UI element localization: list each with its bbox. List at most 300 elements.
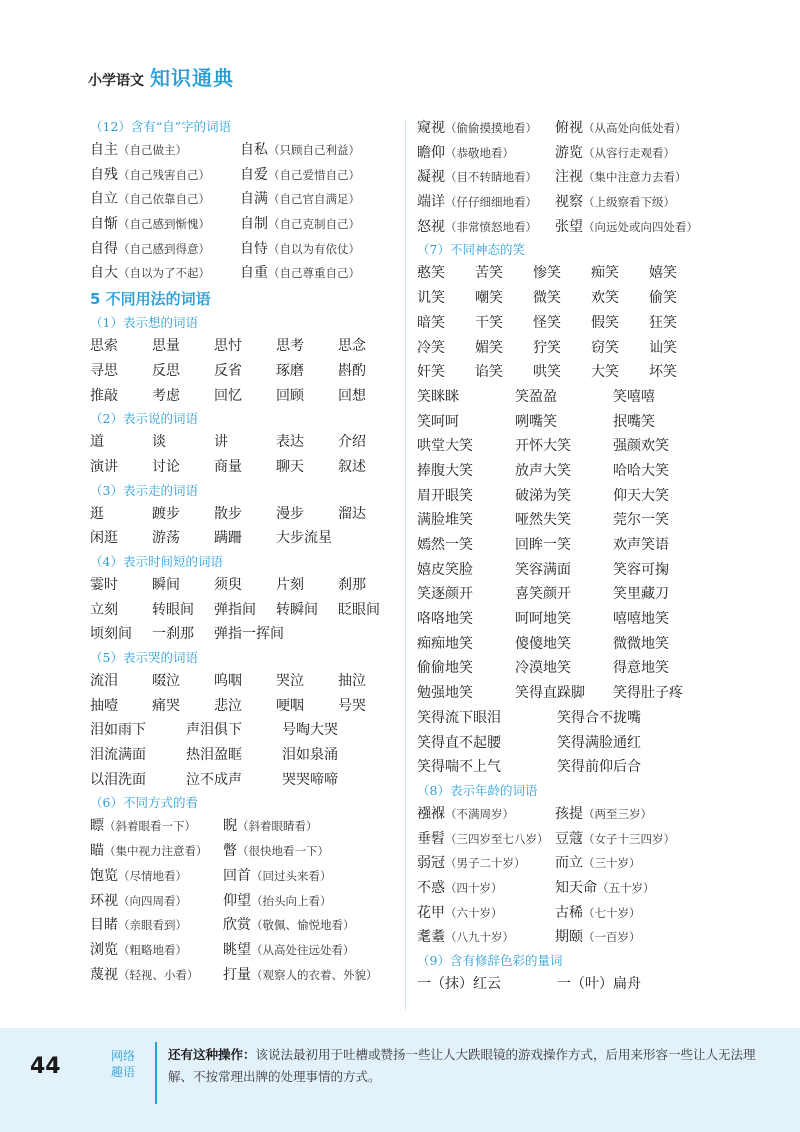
footer-label-line2: 趣语 bbox=[110, 1065, 135, 1079]
word-row bbox=[417, 286, 717, 311]
word: 坏笑 bbox=[649, 364, 677, 381]
definition-row bbox=[90, 212, 395, 237]
word: 聊天 bbox=[276, 458, 304, 475]
definition: （七十岁） bbox=[583, 905, 641, 920]
word: 谄笑 bbox=[475, 364, 503, 381]
term: 目睹 bbox=[90, 917, 118, 934]
definition: （不满周岁） bbox=[445, 806, 514, 821]
word: 刹那 bbox=[338, 576, 366, 593]
word: 商量 bbox=[214, 458, 242, 475]
definition: （自己官自满足） bbox=[268, 192, 360, 207]
term: 自爱 bbox=[240, 166, 268, 183]
word-row bbox=[90, 384, 395, 409]
word: 泣不成声 bbox=[186, 771, 242, 788]
word: 流泪 bbox=[90, 673, 118, 689]
word-row bbox=[417, 755, 717, 780]
definition-row bbox=[90, 864, 395, 889]
term-with-definition bbox=[555, 116, 693, 141]
definition: （亲眼看到） bbox=[118, 918, 187, 933]
term-with-definition bbox=[555, 827, 693, 852]
word: 考虑 bbox=[152, 387, 180, 404]
word: 媚笑 bbox=[475, 339, 503, 356]
word-row bbox=[417, 261, 717, 286]
definition: （斜着眼睛看） bbox=[237, 819, 318, 834]
definition-row bbox=[90, 889, 395, 914]
page-number: 44 bbox=[30, 1054, 61, 1079]
term-with-definition bbox=[223, 839, 356, 864]
word: 反省 bbox=[214, 362, 242, 379]
footer-bar bbox=[0, 1028, 800, 1132]
term: 凝视 bbox=[417, 169, 445, 186]
term-with-definition bbox=[417, 215, 555, 240]
word: 游荡 bbox=[152, 530, 180, 547]
term: 自残 bbox=[90, 166, 118, 183]
word: 弹指一挥间 bbox=[214, 626, 284, 643]
term: 欣赏 bbox=[223, 917, 251, 934]
word: 哽咽 bbox=[276, 697, 304, 714]
definition: （自己做主） bbox=[118, 143, 187, 157]
word: 破涕为笑 bbox=[515, 487, 571, 504]
definition-row bbox=[417, 901, 717, 926]
word: 闲逛 bbox=[90, 530, 118, 547]
term: 襁褓 bbox=[417, 805, 445, 822]
term: 豆蔻 bbox=[555, 830, 583, 847]
term: 自得 bbox=[90, 240, 118, 257]
word: 笑得满脸通红 bbox=[557, 734, 641, 751]
word: 偷偷地笑 bbox=[417, 660, 473, 677]
term-with-definition bbox=[90, 938, 223, 963]
word: 欢声笑语 bbox=[613, 537, 669, 553]
term: 端详 bbox=[417, 194, 445, 211]
term-with-definition bbox=[90, 138, 240, 163]
term-with-definition bbox=[90, 963, 223, 988]
word: 寻思 bbox=[90, 362, 118, 379]
term: 不惑 bbox=[417, 879, 445, 896]
word: 干笑 bbox=[475, 314, 503, 331]
definition: （四十岁） bbox=[445, 880, 503, 895]
definition: （仔仔细细地看） bbox=[445, 195, 537, 210]
word: 号哭 bbox=[338, 697, 366, 714]
definition: （一百岁） bbox=[583, 930, 641, 945]
definition-row bbox=[90, 963, 395, 988]
term: 打量 bbox=[223, 966, 251, 983]
definition: （自以为了不起） bbox=[118, 266, 210, 281]
term: 而立 bbox=[555, 855, 583, 872]
definition: （轻视、小看） bbox=[118, 967, 199, 982]
word-row bbox=[417, 484, 717, 509]
word: 嬉笑 bbox=[649, 265, 677, 282]
word: 顷刻间 bbox=[90, 626, 132, 643]
word: 回眸一笑 bbox=[515, 537, 571, 553]
definition: （男子二十岁） bbox=[445, 856, 526, 871]
term: 自制 bbox=[240, 216, 268, 233]
term-with-definition bbox=[223, 913, 356, 938]
definition-row bbox=[90, 814, 395, 839]
term: 环视 bbox=[90, 892, 118, 909]
word: 痛哭 bbox=[152, 697, 180, 714]
category-heading-4: （4）表示时间短的词语 bbox=[90, 553, 223, 569]
definition-row bbox=[417, 165, 717, 190]
word: 热泪盈眶 bbox=[186, 747, 242, 764]
word-row bbox=[417, 508, 717, 533]
definition-row bbox=[90, 839, 395, 864]
word-row bbox=[417, 731, 717, 756]
word: 笑得直跺脚 bbox=[515, 685, 585, 702]
definition-row bbox=[90, 187, 395, 212]
word: 大步流星 bbox=[276, 530, 332, 547]
definition: （自己爱惜自己） bbox=[268, 167, 360, 182]
word-row bbox=[90, 526, 395, 551]
word: 眨眼间 bbox=[338, 601, 380, 618]
word-row bbox=[90, 622, 395, 647]
word: 放声大笑 bbox=[515, 462, 571, 479]
word-row bbox=[90, 430, 395, 455]
word: 哭泣 bbox=[276, 673, 304, 689]
definition: （自以为有依仗） bbox=[268, 241, 360, 256]
term-with-definition bbox=[223, 889, 356, 914]
word: 号啕大哭 bbox=[282, 722, 338, 739]
word-row bbox=[417, 582, 717, 607]
definition-row bbox=[90, 261, 395, 286]
word: 以泪洗面 bbox=[90, 771, 146, 788]
word: 哑然失笑 bbox=[515, 512, 571, 529]
definition: （自己尊重自己） bbox=[268, 266, 360, 281]
definition: （女子十三四岁） bbox=[583, 831, 675, 846]
definition: （从容行走观看） bbox=[583, 145, 675, 160]
word: 琢磨 bbox=[276, 362, 304, 379]
word: 暗笑 bbox=[417, 314, 445, 331]
term: 垂髫 bbox=[417, 830, 445, 847]
word: 悲泣 bbox=[214, 697, 242, 714]
word: 痴痴地笑 bbox=[417, 635, 473, 652]
word: 狂笑 bbox=[649, 314, 677, 331]
definition: （从高处向低处看） bbox=[583, 121, 687, 135]
definition-row bbox=[417, 851, 717, 876]
definition: （从高处往远处看） bbox=[251, 942, 355, 957]
book-title: 知识通典 bbox=[150, 66, 234, 90]
term-with-definition bbox=[240, 237, 390, 262]
term: 孩提 bbox=[555, 805, 583, 822]
term-with-definition bbox=[90, 814, 223, 839]
word: 回想 bbox=[338, 387, 366, 404]
word-row bbox=[90, 694, 395, 719]
word: 笑得肚子疼 bbox=[613, 685, 683, 702]
word: 反思 bbox=[152, 362, 180, 379]
word: 泪如泉涌 bbox=[282, 747, 338, 764]
word: 哈哈大笑 bbox=[613, 462, 669, 479]
term-with-definition bbox=[555, 851, 693, 876]
word-row bbox=[417, 385, 717, 410]
word: 思考 bbox=[276, 338, 304, 355]
word: 演讲 bbox=[90, 458, 118, 475]
word-row bbox=[417, 336, 717, 361]
word: 笑容可掬 bbox=[613, 561, 669, 578]
word-row bbox=[417, 533, 717, 558]
term: 自主 bbox=[90, 142, 118, 158]
word: 憨笑 bbox=[417, 265, 445, 282]
word-row bbox=[90, 455, 395, 480]
word: 霎时 bbox=[90, 576, 118, 593]
term: 古稀 bbox=[555, 904, 583, 921]
word-row bbox=[90, 334, 395, 359]
term: 蔑视 bbox=[90, 966, 118, 983]
word: 转眼间 bbox=[152, 601, 194, 618]
term: 瞥 bbox=[223, 843, 237, 860]
word: 推敲 bbox=[90, 387, 118, 404]
word-row bbox=[90, 743, 395, 768]
term: 自私 bbox=[240, 142, 268, 158]
word: 窃笑 bbox=[591, 339, 619, 356]
word-row bbox=[90, 573, 395, 598]
term-with-definition bbox=[555, 925, 693, 950]
definition-row bbox=[417, 190, 717, 215]
term: 自恃 bbox=[240, 240, 268, 257]
word: 冷漠地笑 bbox=[515, 660, 571, 677]
term: 瞄 bbox=[90, 843, 104, 860]
definition-row bbox=[417, 215, 717, 240]
definition: （尽情地看） bbox=[118, 868, 187, 883]
word: 抽泣 bbox=[338, 673, 366, 689]
term-with-definition bbox=[417, 165, 555, 190]
word: 欢笑 bbox=[591, 290, 619, 307]
word-row bbox=[417, 706, 717, 731]
word: 苦笑 bbox=[475, 265, 503, 282]
word: 咯咯地笑 bbox=[417, 611, 473, 628]
word: 瞬间 bbox=[152, 576, 180, 593]
word: 大笑 bbox=[591, 364, 619, 381]
definition-row bbox=[417, 827, 717, 852]
word: 一（叶）扁舟 bbox=[557, 976, 641, 992]
word-row bbox=[417, 681, 717, 706]
term-with-definition bbox=[417, 851, 555, 876]
word-row bbox=[90, 768, 395, 793]
word: 怪笑 bbox=[533, 314, 561, 331]
term-with-definition bbox=[240, 163, 390, 188]
term-with-definition bbox=[90, 839, 223, 864]
category-heading-9: （9）含有修辞色彩的量词 bbox=[417, 953, 563, 968]
definition: （五十岁） bbox=[597, 880, 655, 895]
term-with-definition bbox=[417, 190, 555, 215]
word: 喜笑颜开 bbox=[515, 586, 571, 603]
term: 自惭 bbox=[90, 216, 118, 233]
definition-row bbox=[90, 163, 395, 188]
word: 谈 bbox=[152, 434, 166, 451]
word: 仰天大笑 bbox=[613, 487, 669, 504]
page-header bbox=[88, 62, 234, 92]
word-row bbox=[417, 410, 717, 435]
word: 嬉皮笑脸 bbox=[417, 561, 473, 578]
term: 瞻仰 bbox=[417, 144, 445, 161]
term: 期颐 bbox=[555, 929, 583, 946]
word: 思忖 bbox=[214, 338, 242, 355]
word: 痴笑 bbox=[591, 265, 619, 282]
term: 浏览 bbox=[90, 941, 118, 958]
definition: （两至三岁） bbox=[583, 806, 652, 821]
category-heading-3: （3）表示走的词语 bbox=[90, 482, 198, 498]
term: 眺望 bbox=[223, 941, 251, 958]
word: 笑得前仰后合 bbox=[557, 759, 641, 776]
definition: （自己残害自己） bbox=[118, 167, 210, 182]
category-heading-12: （12）含有“自”字的词语 bbox=[90, 119, 232, 134]
word: 笑里藏刀 bbox=[613, 586, 669, 603]
footer-label-line1: 网络 bbox=[110, 1049, 135, 1063]
word: 哭哭啼啼 bbox=[282, 771, 338, 788]
word-row bbox=[417, 607, 717, 632]
word-row bbox=[90, 502, 395, 527]
term-with-definition bbox=[417, 901, 555, 926]
word: 嘲笑 bbox=[475, 290, 503, 307]
term: 知天命 bbox=[555, 879, 597, 896]
term: 俯视 bbox=[555, 120, 583, 136]
definition: （斜着眼看一下） bbox=[104, 819, 196, 834]
definition: （集中视力注意看） bbox=[104, 844, 208, 859]
definition: （抬头向上看） bbox=[251, 893, 332, 908]
word: 微笑 bbox=[533, 290, 561, 307]
word: 散步 bbox=[214, 505, 242, 522]
term-with-definition bbox=[90, 261, 240, 286]
word: 呜咽 bbox=[214, 673, 242, 689]
word-row bbox=[90, 598, 395, 623]
term: 饱览 bbox=[90, 867, 118, 884]
word: 笑逐颜开 bbox=[417, 586, 473, 603]
word: 惨笑 bbox=[533, 265, 561, 282]
word: 思索 bbox=[90, 338, 118, 355]
word: 狞笑 bbox=[533, 339, 561, 356]
term: 张望 bbox=[555, 218, 583, 235]
word: 傻傻地笑 bbox=[515, 635, 571, 652]
word: 笑容满面 bbox=[515, 561, 571, 578]
term-with-definition bbox=[223, 938, 356, 963]
word: 嫣然一笑 bbox=[417, 537, 473, 553]
word: 微微地笑 bbox=[613, 635, 669, 652]
word: 勉强地笑 bbox=[417, 685, 473, 702]
category-heading-8: （8）表示年龄的词语 bbox=[417, 782, 538, 798]
term: 窥视 bbox=[417, 120, 445, 136]
word: 踱步 bbox=[152, 505, 180, 522]
word: 眉开眼笑 bbox=[417, 487, 473, 504]
term-with-definition bbox=[240, 261, 390, 286]
term-with-definition bbox=[555, 802, 693, 827]
word: 哄笑 bbox=[533, 364, 561, 381]
definition: （自己克制自己） bbox=[268, 217, 360, 232]
word: 笑眯眯 bbox=[417, 388, 459, 405]
term-with-definition bbox=[90, 913, 223, 938]
definition: （向四周看） bbox=[118, 893, 187, 908]
definition: （非常愤怒地看） bbox=[445, 219, 537, 234]
word: 漫步 bbox=[276, 505, 304, 522]
word: 笑嘻嘻 bbox=[613, 388, 655, 405]
term-with-definition bbox=[417, 802, 555, 827]
word: 嘻嘻地笑 bbox=[613, 611, 669, 628]
term: 游览 bbox=[555, 144, 583, 161]
definition: （自己感到得意） bbox=[118, 241, 210, 256]
word: 讲 bbox=[214, 434, 228, 451]
word-row bbox=[417, 311, 717, 336]
word: 笑呵呵 bbox=[417, 413, 459, 430]
book-series: 小学语文 bbox=[88, 73, 144, 89]
left-column bbox=[90, 116, 395, 987]
word: 弹指间 bbox=[214, 601, 256, 618]
word: 开怀大笑 bbox=[515, 438, 571, 455]
term-with-definition bbox=[223, 814, 356, 839]
definition-row bbox=[90, 237, 395, 262]
word: 强颜欢笑 bbox=[613, 438, 669, 455]
term-with-definition bbox=[90, 163, 240, 188]
word: 转瞬间 bbox=[276, 601, 318, 618]
definition: （观察人的衣着、外貌） bbox=[251, 967, 378, 982]
term-with-definition bbox=[417, 876, 555, 901]
word: 奸笑 bbox=[417, 364, 445, 381]
word: 假笑 bbox=[591, 314, 619, 331]
term: 睨 bbox=[223, 818, 237, 835]
term: 自立 bbox=[90, 191, 118, 208]
term-with-definition bbox=[555, 141, 693, 166]
category-heading-7: （7）不同神态的笑 bbox=[417, 242, 525, 258]
right-column bbox=[417, 116, 717, 997]
word-row bbox=[417, 360, 717, 385]
word: 道 bbox=[90, 434, 104, 451]
category-heading-1: （1）表示想的词语 bbox=[90, 315, 198, 331]
term-with-definition bbox=[240, 138, 390, 163]
footer-label bbox=[104, 1048, 142, 1080]
term: 回首 bbox=[223, 867, 251, 884]
term: 弱冠 bbox=[417, 855, 445, 872]
definition: （敬佩、愉悦地看） bbox=[251, 918, 355, 933]
term: 自大 bbox=[90, 265, 118, 282]
term-with-definition bbox=[240, 187, 390, 212]
word: 笑得流下眼泪 bbox=[417, 709, 501, 726]
definition: （目不转睛地看） bbox=[445, 170, 537, 185]
word: 声泪俱下 bbox=[186, 722, 242, 739]
definition: （恭敬地看） bbox=[445, 145, 514, 160]
word-row bbox=[90, 359, 395, 384]
word: 泪流满面 bbox=[90, 747, 146, 764]
term: 自满 bbox=[240, 191, 268, 208]
word: 咧嘴笑 bbox=[515, 413, 557, 430]
definition-row bbox=[417, 925, 717, 950]
term-with-definition bbox=[223, 963, 378, 988]
term-with-definition bbox=[555, 901, 693, 926]
column-divider bbox=[405, 120, 406, 1010]
word: 笑得直不起腰 bbox=[417, 734, 501, 751]
definition: （自己感到惭愧） bbox=[118, 217, 210, 232]
word: 笑得喘不上气 bbox=[417, 759, 501, 776]
definition: （向远处或向四处看） bbox=[583, 219, 698, 234]
definition: （六十岁） bbox=[445, 905, 503, 920]
word: 捧腹大笑 bbox=[417, 462, 473, 479]
definition: （上级察看下级） bbox=[583, 195, 675, 210]
word: 一（抹）红云 bbox=[417, 976, 501, 992]
word: 啜泣 bbox=[152, 673, 180, 689]
word: 蹒跚 bbox=[214, 530, 242, 547]
definition: （很快地看一下） bbox=[237, 844, 329, 859]
footer-note bbox=[168, 1044, 768, 1088]
word-row bbox=[417, 656, 717, 681]
term-with-definition bbox=[223, 864, 356, 889]
word: 抽噎 bbox=[90, 697, 118, 714]
definition: （回过头来看） bbox=[251, 868, 332, 883]
word-row bbox=[417, 434, 717, 459]
term: 花甲 bbox=[417, 904, 445, 921]
term: 仰望 bbox=[223, 892, 251, 909]
definition: （粗略地看） bbox=[118, 942, 187, 957]
word: 讪笑 bbox=[649, 339, 677, 356]
word: 冷笑 bbox=[417, 339, 445, 356]
term: 注视 bbox=[555, 169, 583, 186]
term-with-definition bbox=[90, 864, 223, 889]
category-heading-2: （2）表示说的词语 bbox=[90, 411, 198, 427]
word: 莞尔一笑 bbox=[613, 512, 669, 529]
